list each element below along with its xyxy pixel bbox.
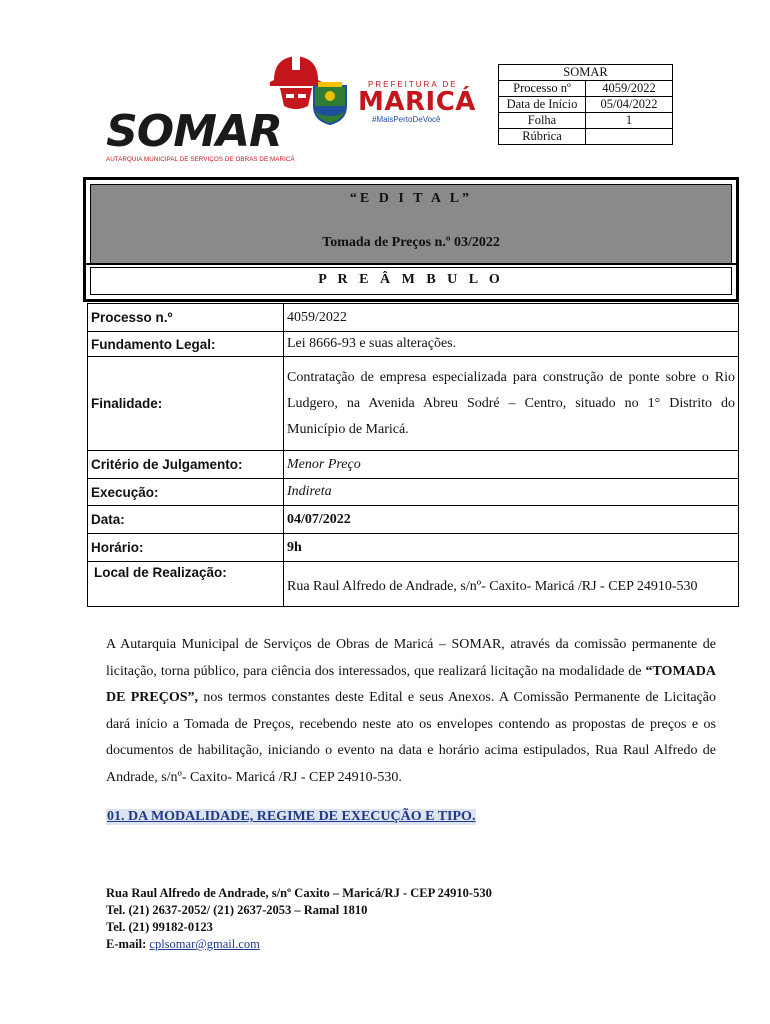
data-label: Data: bbox=[88, 506, 284, 534]
section-heading: 01. DA MODALIDADE, REGIME DE EXECUÇÃO E TIPO. bbox=[107, 809, 476, 824]
table-row bbox=[88, 562, 739, 607]
edital-title-panel bbox=[90, 184, 732, 266]
finalidade-label: Finalidade: bbox=[88, 357, 284, 451]
criterio-value: Menor Preço bbox=[284, 451, 739, 479]
somar-logo bbox=[106, 52, 295, 166]
stamp-label: Folha bbox=[499, 113, 586, 129]
stamp-label: Processo nº bbox=[499, 81, 586, 97]
table-row bbox=[88, 304, 739, 332]
footer-email-label: E-mail: bbox=[106, 937, 150, 951]
tomada-de-precos-number: Tomada de Preços n.º 03/2022 bbox=[322, 235, 500, 250]
modalidade-bold: “TOMADA DE PREÇOS”, bbox=[106, 663, 716, 705]
somar-subtitle: AUTARQUIA MUNICIPAL DE SERVIÇOS DE OBRAS DE MARICÁ bbox=[106, 156, 295, 163]
finalidade-value: Contratação de empresa especializada para construção de ponte sobre o Rio Ludgero, na Avenida Abreu Sodré – Centro, situado no 1° Distrito do Município de Maricá. bbox=[284, 357, 739, 451]
intro-text: A Autarquia Municipal de Serviços de Obras de Maricá – SOMAR, através da comissão permanente de licitação, torna público, para ciência dos interessados, que realizará licitação na modalidade de bbox=[106, 637, 716, 679]
footer-address: Rua Raul Alfredo de Andrade, s/nº Caxito – Maricá/RJ - CEP 24910-530 bbox=[106, 886, 492, 900]
marica-logo bbox=[310, 80, 476, 128]
preambulo-panel bbox=[90, 267, 732, 295]
stamp-value bbox=[586, 129, 673, 145]
stamp-value: 1 bbox=[586, 113, 673, 129]
table-row bbox=[88, 534, 739, 562]
table-row bbox=[88, 357, 739, 451]
edital-title: “E D I T A L” bbox=[349, 191, 473, 206]
processo-label: Processo n.º bbox=[88, 304, 284, 332]
city-crest-icon bbox=[310, 82, 350, 126]
footer-contact bbox=[106, 885, 492, 953]
footer-email-link[interactable]: cplsomar@gmail.com bbox=[149, 937, 260, 951]
marica-tagline: #MaisPertoDeVocê bbox=[372, 115, 441, 124]
table-row bbox=[88, 479, 739, 506]
table-row bbox=[88, 451, 739, 479]
stamp-label: Rúbrica bbox=[499, 129, 586, 145]
data-value: 04/07/2022 bbox=[284, 506, 739, 534]
preambulo-info-table bbox=[87, 303, 739, 607]
somar-wordmark: SOMAR bbox=[106, 106, 282, 157]
fundamento-value: Lei 8666-93 e suas alterações. bbox=[284, 332, 739, 357]
footer-tel-2: Tel. (21) 99182-0123 bbox=[106, 920, 213, 934]
stamp-value: 4059/2022 bbox=[586, 81, 673, 97]
criterio-label: Critério de Julgamento: bbox=[88, 451, 284, 479]
footer-tel-1: Tel. (21) 2637-2052/ (21) 2637-2053 – Ramal 1810 bbox=[106, 903, 368, 917]
marica-prefix: PREFEITURA DE bbox=[368, 80, 458, 89]
table-row bbox=[88, 332, 739, 357]
intro-text-continued: nos termos constantes deste Edital e seus Anexos. A Comissão Permanente de Licitação dará início a Tomada de Preços, recebendo neste ato os envelopes contendo as propostas de preços e os documentos de habilitação, iniciando o evento na data e horário acima estipulados, Rua Raul Alfredo de Andrade, s/nº- Caxito- Maricá /RJ - CEP 24910-530. bbox=[106, 690, 717, 785]
horario-label: Horário: bbox=[88, 534, 284, 562]
stamp-label: Data de Início bbox=[499, 97, 586, 113]
preambulo-box bbox=[83, 263, 739, 302]
execucao-value: Indireta bbox=[284, 479, 739, 506]
table-row bbox=[88, 506, 739, 534]
local-value: Rua Raul Alfredo de Andrade, s/nº- Caxito- Maricá /RJ - CEP 24910-530 bbox=[284, 562, 739, 607]
preambulo-heading: P R E Â M B U L O bbox=[318, 272, 504, 287]
fundamento-label: Fundamento Legal: bbox=[88, 332, 284, 357]
execucao-label: Execução: bbox=[88, 479, 284, 506]
footer-email-line bbox=[106, 936, 492, 953]
marica-name: MARICÁ bbox=[358, 87, 476, 117]
process-stamp bbox=[498, 64, 673, 145]
horario-value: 9h bbox=[284, 534, 739, 562]
stamp-value: 05/04/2022 bbox=[586, 97, 673, 113]
edital-title-box bbox=[83, 177, 739, 269]
intro-paragraph bbox=[106, 632, 716, 791]
processo-value: 4059/2022 bbox=[284, 304, 739, 332]
local-label: Local de Realização: bbox=[88, 562, 284, 607]
stamp-header: SOMAR bbox=[499, 65, 673, 81]
